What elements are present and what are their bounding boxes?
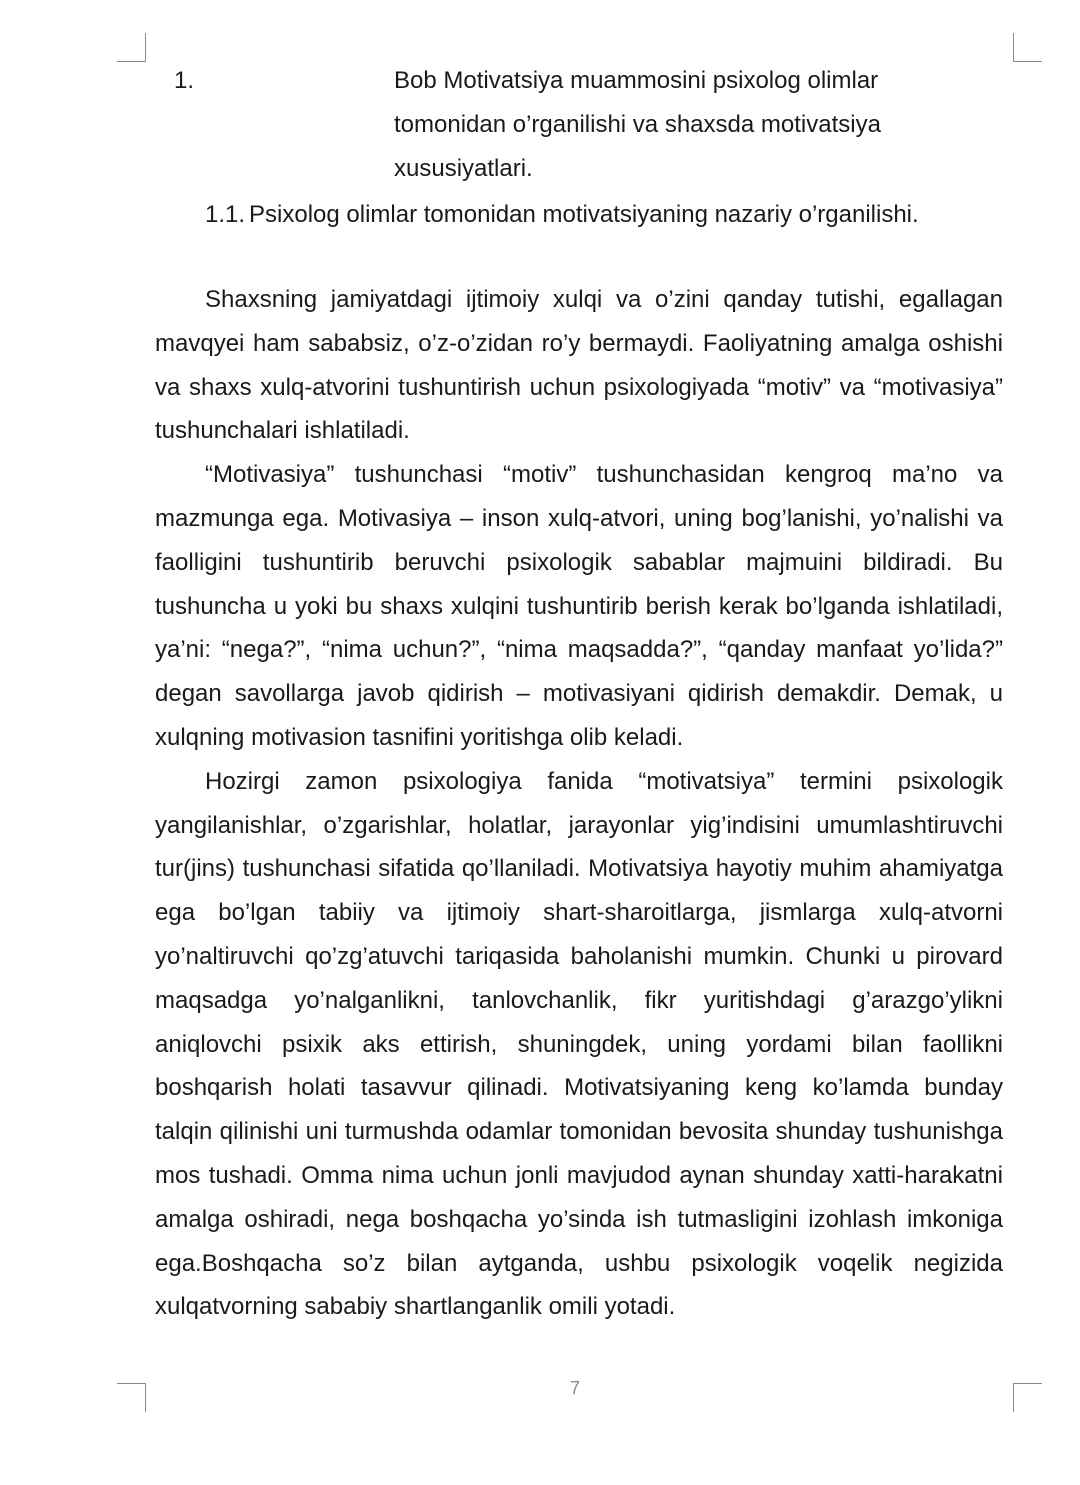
section-title: Psixolog olimlar tomonidan motivatsiyaning nazariy o’rganilishi. [249, 201, 919, 228]
page-number: 7 [569, 1378, 580, 1398]
section-number: 1.1. [205, 201, 246, 228]
section-heading [205, 193, 919, 237]
page-corner-mark-bottom-right [1013, 1383, 1042, 1412]
paragraph: Hozirgi zamon psixologiya fanida “motivatsiya” termini psixologik yangilanishlar, o’zgarishlar, holatlar, jarayonlar yig’indisini umumlashtiruvchi tur(jins) tushunchasi sifatida qo’llaniladi. Motivatsiya hayotiy muhim ahamiyatga ega bo’lgan tabiiy va ijtimoiy shart-sharoitlarga, jismlarga xulq-atvorni yo’naltiruvchi qo’zg’atuvchi tariqasida baholanishi mumkin. Chunki u pirovard maqsadga yo’nalganlikni, tanlovchanlik, fikr yuritishdagi g’arazgo’ylikni aniqlovchi psixik aks ettirish, shuningdek, uning yordami bilan faollikni boshqarish holati tasavvur qilinadi. Motivatsiyaning keng ko’lamda bunday talqin qilinishi uni turmushda odamlar tomonidan bevosita shunday tushunishga mos tushadi. Omma nima uchun jonli mavjudod aynan shunday xatti-harakatni amalga oshiradi, nega boshqacha yo’sinda ish tutmasligini izohlash imkoniga ega.Boshqacha so’z bilan aytganda, ushbu psixologik voqelik negizida xulqatvorning sababiy shartlanganlik omili yotadi. [155, 767, 1003, 1321]
page-corner-mark-top-left [117, 33, 146, 62]
chapter-number: 1. [174, 67, 195, 94]
paragraph: “Motivasiya” tushunchasi “motiv” tushunchasidan kengroq ma’no va mazmunga ega. Motivasiya – inson xulq-atvori, uning bog’lanishi, yo’nalishi va faolligini tushuntirib beruvchi psixologik sabablar majmuini bildiradi. Bu tushuncha u yoki bu shaxs xulqini tushuntirib berish kerak bo’lganda ishlatiladi, ya’ni: “nega?”, “nima uchun?”, “nima maqsadda?”, “qanday manfaat yo’lida?” degan savollarga javob qidirish – motivasiyani qidirish demakdir. Demak, u xulqning motivasion tasnifini yoritishga olib keladi. [155, 461, 1003, 751]
page-corner-mark-bottom-left [117, 1383, 146, 1412]
chapter-title: Bob Motivatsiya muammosini psixolog olimlar tomonidan o’rganilishi va shaxsda motivatsiya xususiyatlari. [394, 67, 881, 182]
paragraph: Shaxsning jamiyatdagi ijtimoiy xulqi va o’zini qanday tutishi, egallagan mavqyei ham sababsiz, o’z-o’zidan ro’y bermaydi. Faoliyatning amalga oshishi va shaxs xulq-atvorini tushuntirish uchun psixologiyada “motiv” va “motivasiya” tushunchalari ishlatiladi. [155, 286, 1003, 445]
body-text [155, 278, 1003, 1329]
page-corner-mark-top-right [1013, 33, 1042, 62]
